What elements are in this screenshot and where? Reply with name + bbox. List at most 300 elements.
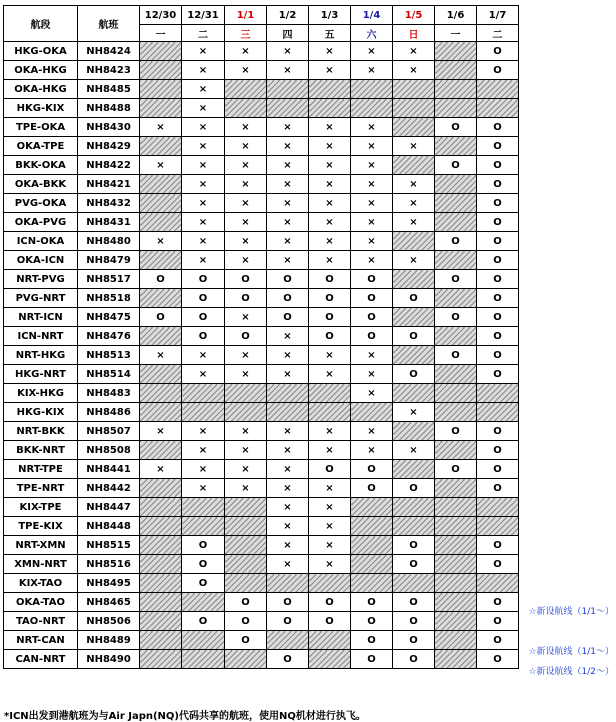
flight-cell: NH8442 (78, 479, 140, 498)
not-operated-cell (351, 403, 393, 422)
route-cell: OKA-HKG (4, 61, 78, 80)
operated-cell: O (477, 61, 519, 80)
table-row (4, 612, 519, 631)
not-operated-cell (435, 403, 477, 422)
not-operated-cell (393, 422, 435, 441)
operated-cell: O (267, 289, 309, 308)
cancelled-cell: × (267, 61, 309, 80)
operated-cell: O (182, 536, 225, 555)
operated-cell: O (477, 213, 519, 232)
not-operated-cell (140, 365, 182, 384)
cancelled-cell: × (225, 346, 267, 365)
operated-cell: O (182, 289, 225, 308)
cancelled-cell: × (267, 327, 309, 346)
route-cell: TPE-NRT (4, 479, 78, 498)
table-row (4, 365, 519, 384)
cancelled-cell: × (182, 251, 225, 270)
not-operated-cell (435, 593, 477, 612)
operated-cell: O (477, 308, 519, 327)
operated-cell: O (477, 327, 519, 346)
cancelled-cell: × (309, 156, 351, 175)
not-operated-cell (393, 270, 435, 289)
cancelled-cell: × (225, 175, 267, 194)
route-cell: OKA-HKG (4, 80, 78, 99)
not-operated-cell (393, 346, 435, 365)
cancelled-cell: × (182, 42, 225, 61)
operated-cell: O (309, 289, 351, 308)
cancelled-cell: × (140, 118, 182, 137)
cancelled-cell: × (182, 156, 225, 175)
cancelled-cell: × (351, 384, 393, 403)
header-date: 1/1 (225, 6, 267, 25)
table-row (4, 213, 519, 232)
not-operated-cell (140, 612, 182, 631)
cancelled-cell: × (267, 517, 309, 536)
flight-cell: NH8448 (78, 517, 140, 536)
table-row (4, 498, 519, 517)
header-date: 1/6 (435, 6, 477, 25)
operated-cell: O (351, 460, 393, 479)
operated-cell: O (351, 270, 393, 289)
cancelled-cell: × (309, 346, 351, 365)
operated-cell: O (267, 650, 309, 669)
not-operated-cell (435, 99, 477, 118)
table-row (4, 327, 519, 346)
not-operated-cell (140, 574, 182, 593)
header-weekday: 六 (351, 25, 393, 42)
table-row (4, 631, 519, 650)
route-cell: CAN-NRT (4, 650, 78, 669)
operated-cell: O (225, 327, 267, 346)
not-operated-cell (393, 574, 435, 593)
operated-cell: O (477, 346, 519, 365)
not-operated-cell (435, 517, 477, 536)
not-operated-cell (435, 498, 477, 517)
operated-cell: O (140, 308, 182, 327)
schedule-body (4, 42, 519, 669)
not-operated-cell (309, 574, 351, 593)
operated-cell: O (477, 422, 519, 441)
not-operated-cell (435, 441, 477, 460)
cancelled-cell: × (267, 479, 309, 498)
not-operated-cell (351, 498, 393, 517)
not-operated-cell (393, 517, 435, 536)
not-operated-cell (435, 536, 477, 555)
cancelled-cell: × (225, 213, 267, 232)
operated-cell: O (267, 308, 309, 327)
route-cell: OKA-BKK (4, 175, 78, 194)
cancelled-cell: × (351, 346, 393, 365)
cancelled-cell: × (351, 118, 393, 137)
table-row (4, 517, 519, 536)
cancelled-cell: × (351, 61, 393, 80)
table-row (4, 536, 519, 555)
operated-cell: O (477, 479, 519, 498)
cancelled-cell: × (309, 61, 351, 80)
route-cell: NRT-BKK (4, 422, 78, 441)
not-operated-cell (435, 289, 477, 308)
operated-cell: O (182, 612, 225, 631)
flight-cell: NH8465 (78, 593, 140, 612)
not-operated-cell (393, 156, 435, 175)
flight-cell: NH8490 (78, 650, 140, 669)
operated-cell: O (225, 612, 267, 631)
new-route-note: ☆新设航线（1/2～） (528, 667, 614, 677)
table-row (4, 156, 519, 175)
route-cell: ICN-NRT (4, 327, 78, 346)
flight-cell: NH8423 (78, 61, 140, 80)
not-operated-cell (309, 631, 351, 650)
flight-cell: NH8485 (78, 80, 140, 99)
not-operated-cell (140, 441, 182, 460)
operated-cell: O (309, 460, 351, 479)
operated-cell: O (435, 118, 477, 137)
not-operated-cell (435, 137, 477, 156)
operated-cell: O (477, 631, 519, 650)
route-cell: KIX-HKG (4, 384, 78, 403)
route-cell: HKG-KIX (4, 403, 78, 422)
table-row (4, 574, 519, 593)
not-operated-cell (140, 42, 182, 61)
flight-cell: NH8489 (78, 631, 140, 650)
cancelled-cell: × (267, 156, 309, 175)
operated-cell: O (477, 441, 519, 460)
flight-cell: NH8429 (78, 137, 140, 156)
operated-cell: O (435, 156, 477, 175)
cancelled-cell: × (309, 422, 351, 441)
not-operated-cell (225, 555, 267, 574)
route-cell: TPE-OKA (4, 118, 78, 137)
operated-cell: O (393, 327, 435, 346)
route-cell: NRT-HKG (4, 346, 78, 365)
not-operated-cell (393, 460, 435, 479)
cancelled-cell: × (267, 213, 309, 232)
operated-cell: O (393, 650, 435, 669)
header-weekday: 二 (182, 25, 225, 42)
footnote: *ICN出发到港航班为与Air Japn(NQ)代码共享的航班，使用NQ机材进行执飞。 (4, 711, 366, 722)
not-operated-cell (140, 403, 182, 422)
cancelled-cell: × (267, 422, 309, 441)
cancelled-cell: × (351, 42, 393, 61)
not-operated-cell (140, 631, 182, 650)
not-operated-cell (182, 593, 225, 612)
not-operated-cell (225, 99, 267, 118)
table-row (4, 232, 519, 251)
operated-cell: O (477, 289, 519, 308)
not-operated-cell (140, 175, 182, 194)
cancelled-cell: × (351, 156, 393, 175)
header-date: 1/7 (477, 6, 519, 25)
cancelled-cell: × (393, 213, 435, 232)
cancelled-cell: × (393, 175, 435, 194)
table-row (4, 42, 519, 61)
not-operated-cell (140, 536, 182, 555)
operated-cell: O (477, 555, 519, 574)
header-date: 1/2 (267, 6, 309, 25)
not-operated-cell (140, 498, 182, 517)
cancelled-cell: × (225, 441, 267, 460)
not-operated-cell (435, 365, 477, 384)
table-row (4, 441, 519, 460)
header-date: 12/30 (140, 6, 182, 25)
route-cell: NRT-XMN (4, 536, 78, 555)
cancelled-cell: × (182, 213, 225, 232)
operated-cell: O (477, 251, 519, 270)
operated-cell: O (182, 327, 225, 346)
route-cell: PVG-OKA (4, 194, 78, 213)
table-row (4, 80, 519, 99)
operated-cell: O (225, 631, 267, 650)
cancelled-cell: × (140, 346, 182, 365)
not-operated-cell (477, 517, 519, 536)
not-operated-cell (140, 327, 182, 346)
not-operated-cell (267, 384, 309, 403)
operated-cell: O (393, 555, 435, 574)
flight-cell: NH8441 (78, 460, 140, 479)
table-row (4, 403, 519, 422)
operated-cell: O (477, 194, 519, 213)
operated-cell: O (477, 156, 519, 175)
new-route-note: ☆新设航线（1/1～） (528, 607, 614, 617)
operated-cell: O (393, 612, 435, 631)
route-cell: OKA-PVG (4, 213, 78, 232)
table-row (4, 118, 519, 137)
cancelled-cell: × (309, 479, 351, 498)
operated-cell: O (225, 270, 267, 289)
not-operated-cell (351, 80, 393, 99)
table-row (4, 650, 519, 669)
flight-cell: NH8517 (78, 270, 140, 289)
operated-cell: O (182, 555, 225, 574)
cancelled-cell: × (309, 536, 351, 555)
operated-cell: O (477, 536, 519, 555)
cancelled-cell: × (182, 422, 225, 441)
operated-cell: O (393, 536, 435, 555)
not-operated-cell (140, 384, 182, 403)
cancelled-cell: × (267, 346, 309, 365)
not-operated-cell (225, 574, 267, 593)
operated-cell: O (351, 612, 393, 631)
not-operated-cell (435, 194, 477, 213)
operated-cell: O (267, 593, 309, 612)
flight-cell: NH8513 (78, 346, 140, 365)
cancelled-cell: × (351, 251, 393, 270)
cancelled-cell: × (309, 251, 351, 270)
operated-cell: O (309, 612, 351, 631)
route-cell: TPE-KIX (4, 517, 78, 536)
operated-cell: O (435, 460, 477, 479)
cancelled-cell: × (393, 137, 435, 156)
operated-cell: O (351, 479, 393, 498)
not-operated-cell (435, 80, 477, 99)
not-operated-cell (393, 80, 435, 99)
route-cell: OKA-TPE (4, 137, 78, 156)
not-operated-cell (140, 80, 182, 99)
new-route-note: ☆新设航线（1/1～） (528, 647, 614, 657)
table-row (4, 460, 519, 479)
header-weekday: 一 (140, 25, 182, 42)
operated-cell: O (435, 422, 477, 441)
header-weekday: 五 (309, 25, 351, 42)
cancelled-cell: × (225, 251, 267, 270)
table-row (4, 555, 519, 574)
cancelled-cell: × (309, 498, 351, 517)
cancelled-cell: × (309, 137, 351, 156)
flight-cell: NH8506 (78, 612, 140, 631)
cancelled-cell: × (267, 232, 309, 251)
table-row (4, 593, 519, 612)
not-operated-cell (477, 384, 519, 403)
header-route: 航段 (4, 6, 78, 42)
table-row (4, 270, 519, 289)
not-operated-cell (435, 574, 477, 593)
operated-cell: O (351, 593, 393, 612)
cancelled-cell: × (182, 118, 225, 137)
header-weekday: 一 (435, 25, 477, 42)
cancelled-cell: × (267, 251, 309, 270)
cancelled-cell: × (309, 555, 351, 574)
not-operated-cell (225, 517, 267, 536)
operated-cell: O (393, 631, 435, 650)
cancelled-cell: × (140, 460, 182, 479)
operated-cell: O (351, 308, 393, 327)
cancelled-cell: × (225, 479, 267, 498)
flight-cell: NH8480 (78, 232, 140, 251)
not-operated-cell (309, 80, 351, 99)
cancelled-cell: × (309, 118, 351, 137)
cancelled-cell: × (309, 441, 351, 460)
not-operated-cell (267, 403, 309, 422)
table-row (4, 422, 519, 441)
operated-cell: O (182, 270, 225, 289)
cancelled-cell: × (267, 460, 309, 479)
cancelled-cell: × (267, 175, 309, 194)
cancelled-cell: × (182, 460, 225, 479)
table-row (4, 289, 519, 308)
cancelled-cell: × (225, 156, 267, 175)
operated-cell: O (351, 650, 393, 669)
not-operated-cell (182, 650, 225, 669)
not-operated-cell (435, 384, 477, 403)
not-operated-cell (435, 251, 477, 270)
cancelled-cell: × (182, 365, 225, 384)
operated-cell: O (351, 289, 393, 308)
not-operated-cell (477, 99, 519, 118)
operated-cell: O (393, 365, 435, 384)
cancelled-cell: × (140, 422, 182, 441)
operated-cell: O (267, 612, 309, 631)
not-operated-cell (182, 631, 225, 650)
not-operated-cell (393, 498, 435, 517)
table-row (4, 308, 519, 327)
operated-cell: O (351, 327, 393, 346)
not-operated-cell (140, 61, 182, 80)
cancelled-cell: × (225, 194, 267, 213)
table-row (4, 384, 519, 403)
not-operated-cell (351, 555, 393, 574)
flight-cell: NH8422 (78, 156, 140, 175)
cancelled-cell: × (182, 61, 225, 80)
cancelled-cell: × (309, 175, 351, 194)
table-row (4, 346, 519, 365)
flight-cell: NH8486 (78, 403, 140, 422)
not-operated-cell (435, 42, 477, 61)
cancelled-cell: × (267, 194, 309, 213)
not-operated-cell (140, 251, 182, 270)
operated-cell: O (477, 232, 519, 251)
not-operated-cell (140, 593, 182, 612)
not-operated-cell (351, 517, 393, 536)
not-operated-cell (267, 80, 309, 99)
header-flight: 航班 (78, 6, 140, 42)
not-operated-cell (267, 574, 309, 593)
not-operated-cell (140, 555, 182, 574)
flight-cell: NH8507 (78, 422, 140, 441)
not-operated-cell (393, 118, 435, 137)
route-cell: XMN-NRT (4, 555, 78, 574)
flight-cell: NH8483 (78, 384, 140, 403)
cancelled-cell: × (393, 194, 435, 213)
route-cell: NRT-ICN (4, 308, 78, 327)
flight-cell: NH8476 (78, 327, 140, 346)
table-row (4, 194, 519, 213)
route-cell: OKA-TAO (4, 593, 78, 612)
not-operated-cell (182, 384, 225, 403)
header-date: 12/31 (182, 6, 225, 25)
operated-cell: O (435, 346, 477, 365)
route-cell: BKK-NRT (4, 441, 78, 460)
not-operated-cell (393, 232, 435, 251)
cancelled-cell: × (140, 232, 182, 251)
not-operated-cell (140, 213, 182, 232)
not-operated-cell (225, 80, 267, 99)
not-operated-cell (309, 99, 351, 118)
cancelled-cell: × (182, 194, 225, 213)
cancelled-cell: × (267, 441, 309, 460)
cancelled-cell: × (182, 232, 225, 251)
not-operated-cell (182, 403, 225, 422)
not-operated-cell (393, 308, 435, 327)
cancelled-cell: × (267, 365, 309, 384)
cancelled-cell: × (225, 42, 267, 61)
cancelled-cell: × (225, 61, 267, 80)
not-operated-cell (225, 536, 267, 555)
not-operated-cell (435, 631, 477, 650)
cancelled-cell: × (225, 118, 267, 137)
flight-cell: NH8479 (78, 251, 140, 270)
not-operated-cell (435, 479, 477, 498)
not-operated-cell (267, 99, 309, 118)
operated-cell: O (477, 460, 519, 479)
cancelled-cell: × (351, 422, 393, 441)
route-cell: PVG-NRT (4, 289, 78, 308)
operated-cell: O (477, 365, 519, 384)
cancelled-cell: × (351, 137, 393, 156)
cancelled-cell: × (351, 213, 393, 232)
not-operated-cell (435, 61, 477, 80)
not-operated-cell (309, 403, 351, 422)
cancelled-cell: × (309, 517, 351, 536)
not-operated-cell (435, 650, 477, 669)
flight-cell: NH8447 (78, 498, 140, 517)
header-date: 1/4 (351, 6, 393, 25)
cancelled-cell: × (393, 403, 435, 422)
cancelled-cell: × (309, 232, 351, 251)
cancelled-cell: × (182, 346, 225, 365)
operated-cell: O (435, 232, 477, 251)
cancelled-cell: × (140, 156, 182, 175)
flight-cell: NH8430 (78, 118, 140, 137)
